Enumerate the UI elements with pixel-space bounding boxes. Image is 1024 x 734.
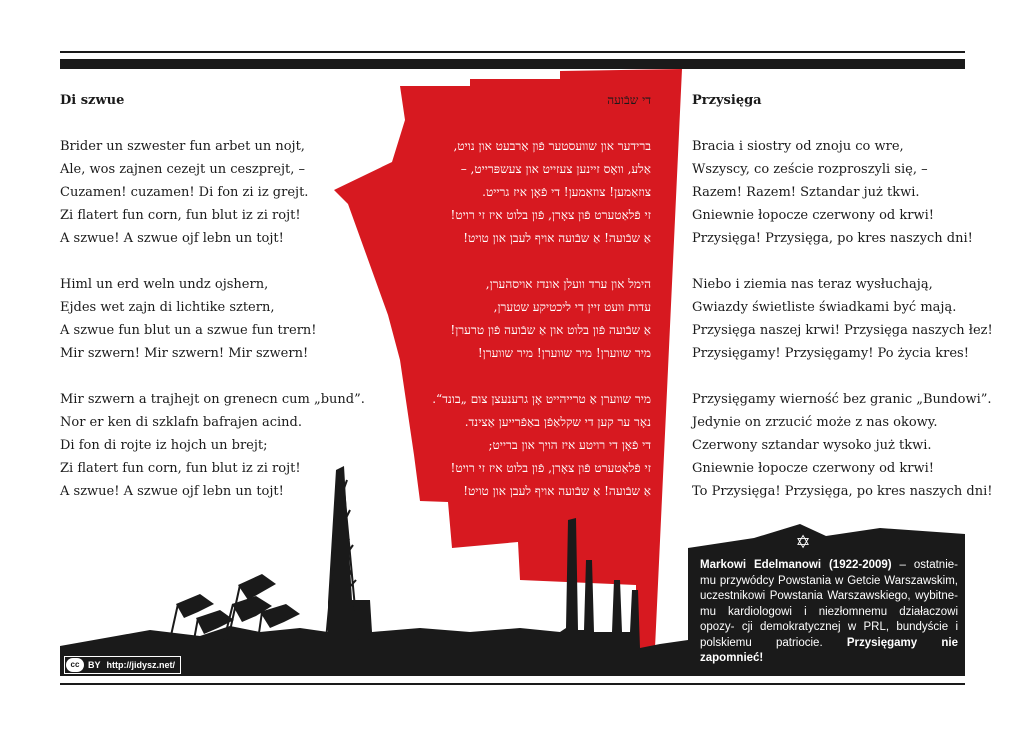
poem-line: Gniewnie łopocze czerwony od krwi!	[692, 461, 934, 476]
yiddish-hebrew-title: די שבֿועה	[607, 93, 651, 107]
poem-line: Niebo i ziemia nas teraz wysłuchają,	[692, 277, 933, 292]
poem-line: מיר שווערן אַ טרייהייט אָן גרענעצן צום „בונד“.	[432, 392, 651, 406]
poem-line: הימל און ערד וועלן אונדז אויסהערן,	[485, 277, 651, 291]
poem-line: די פֿאָן די רויטע איז הויך און ברייט;	[488, 438, 651, 452]
poem-line: Nor er ken di szklafn bafrajen acind.	[60, 415, 302, 430]
license-url-link[interactable]: http://jidysz.net/	[106, 660, 176, 670]
poem-line: Mir szwern! Mir szwern! Mir szwern!	[60, 346, 309, 361]
poem-line: Gwiazdy świetliste świadkami być mają.	[692, 300, 957, 315]
small-flags	[176, 574, 300, 634]
poem-line: Cuzamen! cuzamen! Di fon zi iz grejt.	[60, 185, 309, 200]
poem-line: זי פֿלאַטערט פֿון צאָרן, פֿון בלוט איז זי רויט!	[450, 461, 651, 475]
poem-line: Jedynie on zrzucić może z nas okowy.	[692, 415, 938, 430]
poem-line: Przysięga! Przysięga, po kres naszych dni!	[692, 231, 973, 246]
poem-line: אַ שבֿועה פֿון בלוט און אַ שבֿועה פֿון טרערן!	[450, 323, 651, 337]
polish-title: Przysięga	[692, 93, 762, 108]
poem-line: Di fon di rojte iz hojch un brejt;	[60, 438, 268, 453]
poem-line: Bracia i siostry od znoju co wre,	[692, 139, 904, 154]
poem-line: Ale, wos zajnen cezejt un ceszprejt, –	[60, 162, 305, 177]
memorial-body: – ostatnie- mu przywódcy Powstania w Getcie Warszawskim, uczestnikowi Powstania Warszawskiego, wybitne- mu kardiologowi i niezłomnemu działaczowi opozy- cji demokratycznej w PRL, bundyście i polskiemu patriocie.	[700, 559, 958, 649]
polish-column	[692, 89, 993, 503]
poem-line: Przysięga naszej krwi! Przysięga naszych łez!	[692, 323, 993, 338]
poem-line: צוזאַמען! צוזאַמען! די פֿאָן איז גרייט.	[482, 185, 651, 199]
poem-line: Ejdes wet zajn di lichtike sztern,	[60, 300, 275, 315]
poem-line: עדות וועט זיין די ליכטיקע שטערן,	[493, 300, 651, 314]
memorial-closing: Przysięgamy nie zapomnieć!	[700, 636, 958, 664]
poem-line: A szwue! A szwue ojf lebn un tojt!	[60, 484, 284, 499]
license-by-label: BY	[88, 660, 101, 670]
poem-line: Zi flatert fun corn, fun blut iz zi rojt!	[60, 208, 301, 223]
yiddish-latin-title: Di szwue	[60, 93, 125, 108]
poem-line: Przysięgamy! Przysięgamy! Po życia kres!	[692, 346, 969, 361]
yiddish-latin-column	[60, 89, 365, 503]
star-of-david-icon: ✡	[795, 532, 811, 553]
yiddish-hebrew-column	[400, 89, 651, 503]
poem-line: Gniewnie łopocze czerwony od krwi!	[692, 208, 934, 223]
poem-line: Wszyscy, co zeście rozproszyli się, –	[692, 162, 928, 177]
cc-license-badge[interactable]	[64, 656, 181, 674]
poem-line: Brider un szwester fun arbet un nojt,	[60, 139, 305, 154]
poem-line: מיר שווערן! מיר שווערן! מיר שווערן!	[477, 346, 651, 360]
memorial-dedication	[700, 558, 958, 667]
poem-line: אַלע, וואָס זיינען צעזייט און צעשפּרייט, –	[460, 162, 651, 176]
creative-commons-icon: cc	[66, 658, 84, 672]
poem-line: Mir szwern a trajhejt on grenecn cum „bund”.	[60, 392, 365, 407]
poem-line: A szwue! A szwue ojf lebn un tojt!	[60, 231, 284, 246]
poem-line: ברידער און שוועסטער פֿון אַרבעט און נויט,	[453, 139, 651, 153]
poem-line: אַ שבֿועה! אַ שבֿועה אויף לעבן און טויט!	[463, 484, 651, 498]
poem-line: זי פֿלאַטערט פֿון צאָרן, פֿון בלוט איז זי רויט!	[450, 208, 651, 222]
poem-line: Zi flatert fun corn, fun blut iz zi rojt!	[60, 461, 301, 476]
poem-line: A szwue fun blut un a szwue fun trern!	[60, 323, 317, 338]
memorial-name: Markowi Edelmanowi (1922-2009)	[700, 559, 892, 571]
poem-line: Razem! Razem! Sztandar już tkwi.	[692, 185, 920, 200]
poem-line: Himl un erd weln undz ojshern,	[60, 277, 269, 292]
poem-line: Przysięgamy wierność bez granic „Bundowi”.	[692, 392, 992, 407]
poem-line: Czerwony sztandar wysoko już tkwi.	[692, 438, 932, 453]
poem-line: אַ שבֿועה! אַ שבֿועה אויף לעבן און טויט!	[463, 231, 651, 245]
poem-line: נאָר ער קען די שקלאַפֿן באַפֿרייען אַצינד.	[464, 415, 651, 429]
poem-line: To Przysięga! Przysięga, po kres naszych dni!	[692, 484, 993, 499]
